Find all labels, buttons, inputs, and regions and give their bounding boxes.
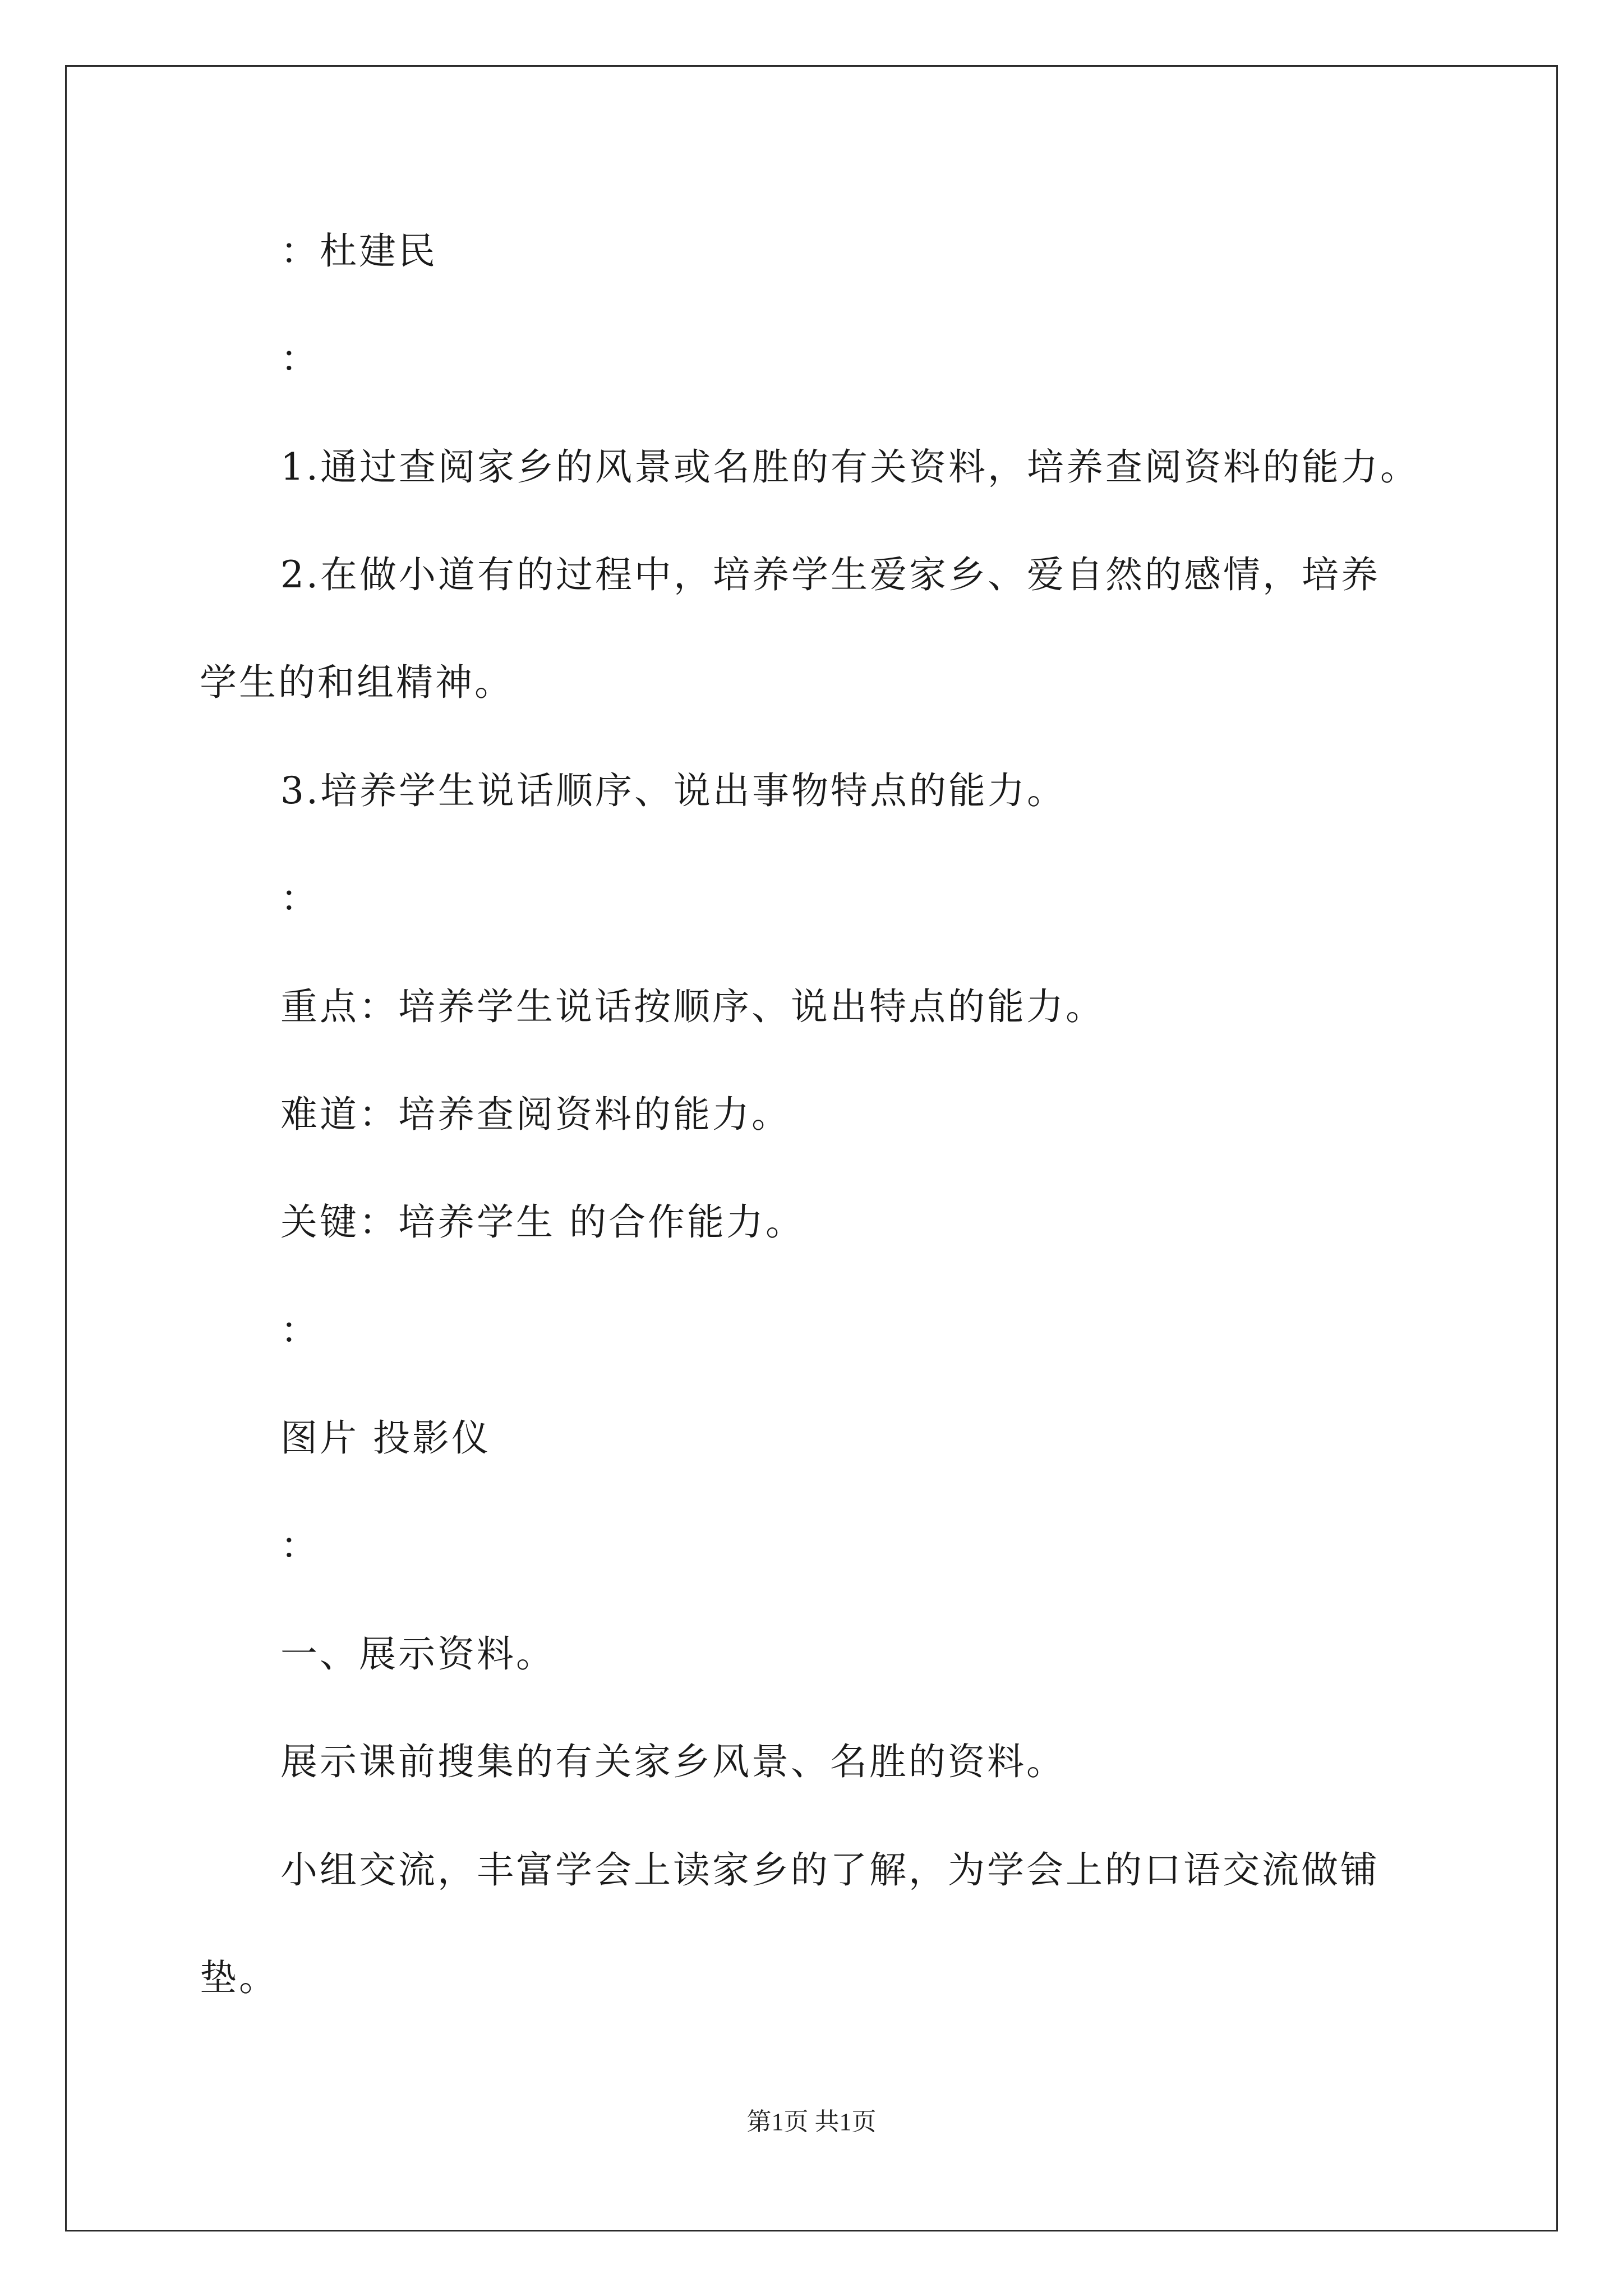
objective-2: 2.在做小道有的过程中，培养学生爱家乡、爱自然的感情，培养	[280, 553, 1380, 596]
step-heading: 一、展示资料。	[280, 1632, 555, 1676]
critical-point: 关键：培养学生 的合作能力。	[280, 1200, 805, 1244]
page-border	[65, 65, 1558, 2231]
step-paragraph: 展示课前搜集的有关家乡风景、名胜的资料。	[280, 1740, 1066, 1783]
section-colon: ：	[280, 1309, 320, 1352]
section-colon: ：	[280, 1524, 320, 1567]
page-number-footer: 第1页 共1页	[746, 2108, 877, 2136]
objective-2-continued: 学生的和组精神。	[200, 661, 514, 704]
step-paragraph: 小组交流，丰富学会上读家乡的了解，为学会上的口语交流做铺	[280, 1848, 1380, 1892]
objective-3: 3.培养学生说话顺序、说出事物特点的能力。	[280, 769, 1066, 812]
objective-1: 1.通过查阅家乡的风景或名胜的有关资料，培养查阅资料的能力。	[280, 445, 1419, 489]
key-point: 重点：培养学生说话按顺序、说出特点的能力。	[280, 985, 1105, 1028]
author-line: ：杜建民	[280, 229, 437, 273]
section-colon: ：	[280, 877, 320, 920]
step-paragraph-continued: 垫。	[200, 1956, 278, 1999]
section-colon: ：	[280, 337, 320, 380]
teaching-aids: 图片 投影仪	[280, 1416, 491, 1460]
difficult-point: 难道：培养查阅资料的能力。	[280, 1093, 791, 1136]
